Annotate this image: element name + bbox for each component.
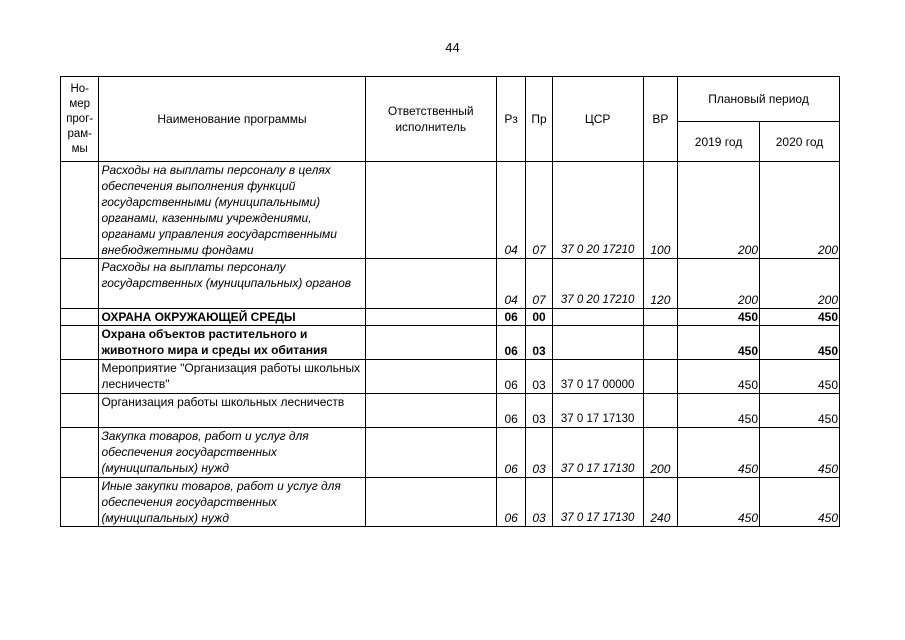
header-vr: ВР	[643, 77, 677, 162]
table-row	[61, 309, 840, 326]
program-number-cell	[61, 394, 99, 428]
header-csr: ЦСР	[552, 77, 643, 162]
program-number-cell	[61, 478, 99, 527]
program-name-cell: Организация работы школьных лесничеств	[99, 394, 365, 428]
table-header	[61, 77, 840, 162]
program-number-cell	[61, 428, 99, 478]
responsible-cell	[365, 162, 497, 259]
amount-2019-cell: 450	[678, 478, 760, 527]
amount-2020-cell: 200	[760, 162, 840, 259]
header-year-2020: 2020 год	[760, 122, 840, 162]
pr-cell: 03	[526, 326, 552, 360]
rz-cell: 06	[497, 394, 526, 428]
program-name-cell: Закупка товаров, работ и услуг для обеспечения государственных (муниципальных) нужд	[99, 428, 365, 478]
pr-cell: 00	[526, 309, 552, 326]
responsible-cell	[365, 394, 497, 428]
amount-2019-cell: 450	[678, 360, 760, 394]
rz-cell: 06	[497, 326, 526, 360]
rz-cell: 04	[497, 259, 526, 309]
amount-2019-cell: 200	[678, 259, 760, 309]
header-rz: Рз	[497, 77, 526, 162]
csr-cell: 37 0 17 00000	[552, 360, 643, 394]
rz-cell: 04	[497, 162, 526, 259]
pr-cell: 03	[526, 394, 552, 428]
page-number: 44	[445, 40, 460, 55]
program-number-cell	[61, 259, 99, 309]
header-program-name: Наименование программы	[99, 77, 365, 162]
csr-cell	[552, 326, 643, 360]
program-number-cell	[61, 162, 99, 259]
responsible-cell	[365, 309, 497, 326]
table-row	[61, 428, 840, 478]
header-planned-period: Плановый период	[678, 77, 840, 122]
budget-table	[60, 76, 840, 527]
amount-2020-cell: 450	[760, 326, 840, 360]
pr-cell: 07	[526, 259, 552, 309]
program-name-cell: Расходы на выплаты персоналу государственных (муниципальных) органов	[99, 259, 365, 309]
amount-2019-cell: 450	[678, 394, 760, 428]
pr-cell: 03	[526, 428, 552, 478]
table-row	[61, 360, 840, 394]
header-program-number: Но-мер прог-рам-мы	[61, 77, 99, 162]
table-row	[61, 162, 840, 259]
rz-cell: 06	[497, 478, 526, 527]
program-name-cell: Расходы на выплаты персоналу в целях обеспечения выполнения функций государственными (муниципальными) органами, казенными учреждениями, органами управления государственными внебюджетными фондами	[99, 162, 365, 259]
table-body	[61, 162, 840, 527]
amount-2020-cell: 450	[760, 428, 840, 478]
responsible-cell	[365, 428, 497, 478]
responsible-cell	[365, 360, 497, 394]
header-year-2019: 2019 год	[678, 122, 760, 162]
responsible-cell	[365, 478, 497, 527]
csr-cell: 37 0 20 17210	[552, 259, 643, 309]
table-row	[61, 326, 840, 360]
vr-cell: 120	[643, 259, 677, 309]
amount-2020-cell: 200	[760, 259, 840, 309]
program-name-cell: Охрана объектов растительного и животного мира и среды их обитания	[99, 326, 365, 360]
program-name-cell: ОХРАНА ОКРУЖАЮЩЕЙ СРЕДЫ	[99, 309, 365, 326]
table-row	[61, 394, 840, 428]
amount-2019-cell: 450	[678, 428, 760, 478]
table-row	[61, 259, 840, 309]
vr-cell: 240	[643, 478, 677, 527]
vr-cell	[643, 360, 677, 394]
header-pr: Пр	[526, 77, 552, 162]
amount-2020-cell: 450	[760, 478, 840, 527]
program-name-cell: Иные закупки товаров, работ и услуг для обеспечения государственных (муниципальных) нужд	[99, 478, 365, 527]
amount-2020-cell: 450	[760, 360, 840, 394]
vr-cell	[643, 326, 677, 360]
vr-cell	[643, 394, 677, 428]
table-row	[61, 478, 840, 527]
amount-2019-cell: 450	[678, 309, 760, 326]
rz-cell: 06	[497, 309, 526, 326]
responsible-cell	[365, 259, 497, 309]
csr-cell: 37 0 17 17130	[552, 478, 643, 527]
pr-cell: 03	[526, 478, 552, 527]
vr-cell: 200	[643, 428, 677, 478]
amount-2020-cell: 450	[760, 309, 840, 326]
responsible-cell	[365, 326, 497, 360]
csr-cell: 37 0 17 17130	[552, 428, 643, 478]
csr-cell: 37 0 20 17210	[552, 162, 643, 259]
vr-cell	[643, 309, 677, 326]
rz-cell: 06	[497, 428, 526, 478]
amount-2020-cell: 450	[760, 394, 840, 428]
pr-cell: 07	[526, 162, 552, 259]
program-number-cell	[61, 326, 99, 360]
csr-cell: 37 0 17 17130	[552, 394, 643, 428]
amount-2019-cell: 450	[678, 326, 760, 360]
vr-cell: 100	[643, 162, 677, 259]
pr-cell: 03	[526, 360, 552, 394]
rz-cell: 06	[497, 360, 526, 394]
program-name-cell: Мероприятие "Организация работы школьных лесничеств"	[99, 360, 365, 394]
csr-cell	[552, 309, 643, 326]
program-number-cell	[61, 309, 99, 326]
program-number-cell	[61, 360, 99, 394]
header-responsible: Ответственный исполнитель	[365, 77, 497, 162]
amount-2019-cell: 200	[678, 162, 760, 259]
